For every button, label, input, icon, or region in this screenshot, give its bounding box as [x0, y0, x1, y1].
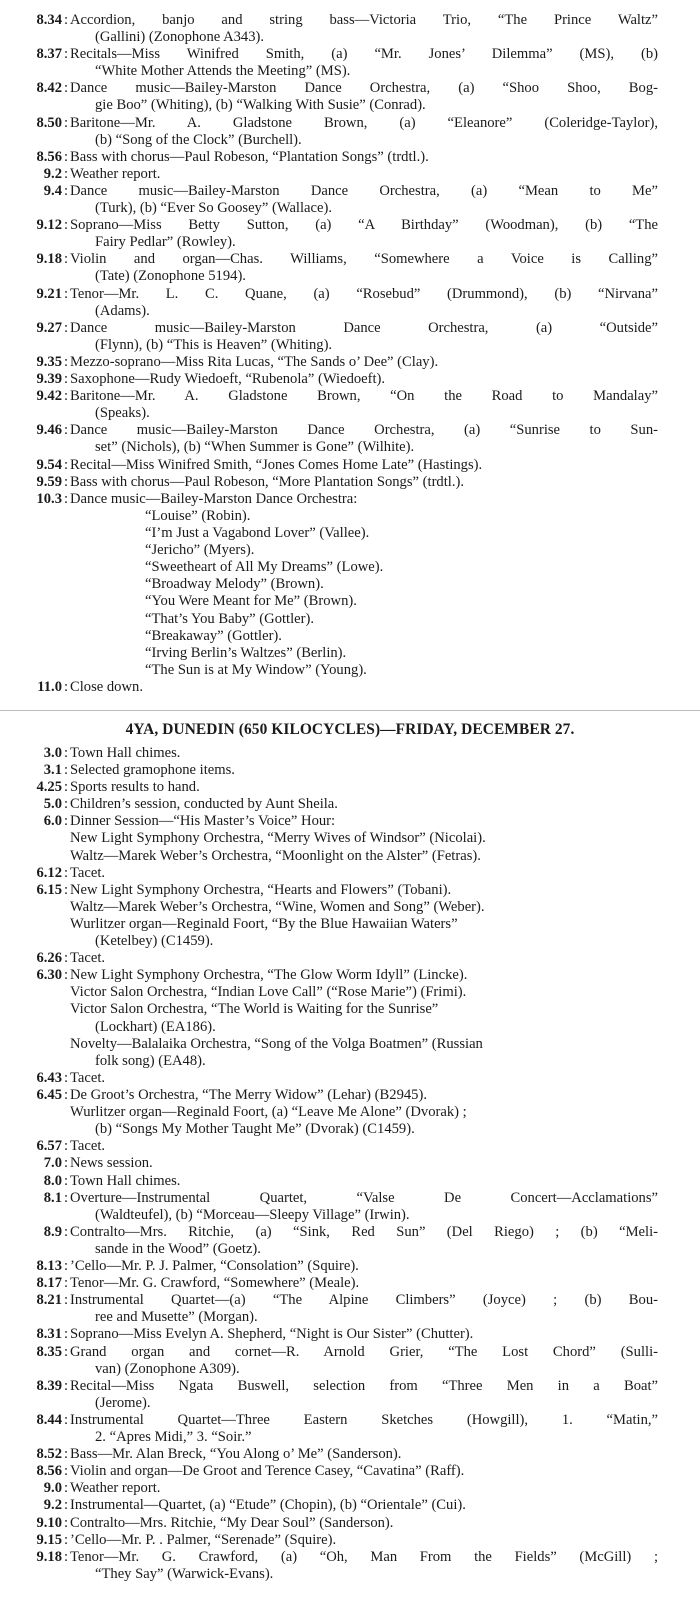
- entry-time: 9.59: [36, 473, 62, 490]
- entry-time: 8.56: [36, 1463, 62, 1480]
- time-separator: :: [63, 678, 69, 695]
- entry-text: [70, 882, 658, 950]
- entry-text: [70, 166, 658, 183]
- time-separator: :: [63, 1548, 69, 1565]
- time-separator: :: [63, 285, 69, 302]
- entry-text: [70, 1258, 658, 1275]
- time-separator: :: [63, 1223, 69, 1240]
- entry-time: 9.21: [36, 285, 62, 302]
- entry-text: [70, 950, 658, 967]
- entry-time: 9.35: [36, 354, 62, 370]
- entry-time: 9.54: [36, 456, 62, 473]
- dance-list-item: “Sweetheart of All My Dreams” (Lowe).: [145, 559, 384, 576]
- entry-line: New Light Symphony Orchestra, “The Glow Worm Idyll” (Lincke).: [70, 967, 468, 984]
- entry-text: [70, 1224, 658, 1258]
- entry-text: [70, 745, 658, 762]
- entry-time: 8.44: [36, 1411, 62, 1428]
- time-separator: :: [63, 217, 69, 234]
- entry-line: Dance music—Bailey-Marston Dance Orchestra:: [70, 490, 358, 507]
- entry-line: ree and Musette” (Morgan).: [95, 1309, 258, 1326]
- time-separator: :: [63, 1189, 69, 1206]
- entry-line: “White Mother Attends the Meeting” (MS).: [95, 63, 351, 80]
- entry-time: 8.21: [36, 1292, 62, 1309]
- entry-text: [70, 796, 658, 813]
- entry-text: [70, 12, 658, 46]
- entry-line: (Jerome).: [95, 1394, 151, 1411]
- entry-time: 6.57: [36, 1138, 62, 1155]
- time-separator: :: [63, 251, 69, 268]
- entry-line: Recital—Miss Ngata Buswell, selection from “Three Men in a Boat”: [70, 1377, 658, 1394]
- entry-line: Saxophone—Rudy Wiedoeft, “Rubenola” (Wiedoeft).: [70, 371, 386, 388]
- entry-line: (Tate) (Zonophone 5194).: [95, 268, 246, 285]
- entry-time: 3.0: [43, 745, 62, 761]
- entry-text: [70, 1070, 658, 1087]
- entry-text: [70, 1412, 658, 1446]
- time-separator: :: [63, 813, 69, 830]
- entry-line: Instrumental—Quartet, (a) “Etude” (Chopin), (b) “Orientale” (Cui).: [70, 1497, 466, 1514]
- entry-line: Violin and organ—Chas. Williams, “Somewhere a Voice is Calling”: [70, 251, 658, 268]
- entry-text: [70, 1087, 658, 1138]
- entry-time: 6.45: [36, 1087, 62, 1103]
- entry-line: Dinner Session—“His Master’s Voice” Hour:: [70, 813, 336, 830]
- time-separator: :: [63, 422, 69, 439]
- entry-text: [70, 149, 658, 166]
- entry-line: 2. “Apres Midi,” 3. “Soir.”: [95, 1428, 252, 1445]
- time-separator: :: [63, 1514, 69, 1531]
- entry-line: Overture—Instrumental Quartet, “Valse De Concert—Acclamations”: [70, 1189, 658, 1206]
- entry-text: [70, 1515, 658, 1532]
- entry-text: [70, 354, 658, 371]
- entry-time: 6.26: [36, 950, 62, 967]
- entry-line: ’Cello—Mr. P. . Palmer, “Serenade” (Squire).: [70, 1531, 337, 1548]
- entry-time: 8.17: [36, 1275, 62, 1292]
- entry-text: [70, 388, 658, 422]
- entry-line: Tacet.: [70, 950, 106, 967]
- entry-line: Sports results to hand.: [70, 779, 200, 796]
- entry-text: [70, 1138, 658, 1155]
- entry-line: Dance music—Bailey-Marston Dance Orchestra, (a) “Sunrise to Sun-: [70, 422, 658, 439]
- entry-line: set” (Nichols), (b) “When Summer is Gone” (Wilhite).: [95, 439, 415, 456]
- entry-text: [70, 320, 658, 354]
- entry-line: gie Boo” (Whiting), (b) “Walking With Susie” (Conrad).: [95, 97, 426, 114]
- entry-time: 8.35: [36, 1343, 62, 1360]
- entry-time: 9.4: [43, 183, 62, 199]
- time-separator: :: [63, 183, 69, 199]
- time-separator: :: [63, 1480, 69, 1497]
- station-heading: 4YA, DUNEDIN (650 KILOCYCLES)—FRIDAY, DECEMBER 27.: [125, 721, 575, 738]
- dance-list-item: “That’s You Baby” (Gottler).: [145, 610, 315, 627]
- entry-text: [70, 457, 658, 474]
- entry-text: [70, 1190, 658, 1224]
- entry-text: [70, 1532, 658, 1549]
- entry-text: [70, 251, 658, 285]
- entry-line: New Light Symphony Orchestra, “Merry Wives of Windsor” (Nicolai).: [70, 830, 486, 847]
- entry-text: [70, 1463, 658, 1480]
- entry-line: Grand organ and cornet—R. Arnold Grier, “The Lost Chord” (Sulli-: [70, 1343, 658, 1360]
- entry-text: [70, 422, 658, 456]
- entry-line: Tenor—Mr. G. Crawford, (a) “Oh, Man From the Fields” (McGill) ;: [70, 1548, 658, 1565]
- entry-text: [70, 183, 658, 217]
- entry-time: 6.30: [36, 967, 62, 984]
- entry-line: Dance music—Bailey-Marston Dance Orchestra, (a) “Mean to Me”: [70, 183, 658, 199]
- entry-time: 6.43: [36, 1069, 62, 1086]
- entry-time: 8.1: [43, 1189, 62, 1206]
- entry-line: Dance music—Bailey-Marston Dance Orchestra, (a) “Shoo Shoo, Bog-: [70, 80, 658, 97]
- entry-text: [70, 371, 658, 388]
- entry-text: [70, 1155, 658, 1172]
- time-separator: :: [63, 473, 69, 490]
- time-separator: :: [63, 12, 69, 28]
- entry-text: [70, 491, 658, 508]
- time-separator: :: [63, 1343, 69, 1360]
- entry-time: 9.2: [43, 1497, 62, 1514]
- entry-time: 9.46: [36, 422, 62, 439]
- entry-time: 11.0: [37, 678, 62, 695]
- entry-line: Tacet.: [70, 1069, 106, 1086]
- entry-text: [70, 1378, 658, 1412]
- entry-line: Bass with chorus—Paul Robeson, “More Plantation Songs” (trdtl.).: [70, 473, 464, 490]
- entry-line: Accordion, banjo and string bass—Victoria Trio, “The Prince Waltz”: [70, 12, 658, 28]
- time-separator: :: [63, 1172, 69, 1189]
- entry-text: [70, 115, 658, 149]
- entry-time: 5.0: [43, 796, 62, 813]
- time-separator: :: [63, 1377, 69, 1394]
- entry-time: 8.52: [36, 1446, 62, 1463]
- entry-time: 9.18: [36, 1548, 62, 1565]
- entry-time: 8.31: [36, 1326, 62, 1343]
- time-separator: :: [63, 388, 69, 405]
- entry-time: 9.42: [36, 388, 62, 405]
- entry-time: 9.10: [36, 1514, 62, 1531]
- entry-line: Victor Salon Orchestra, “The World is Waiting for the Sunrise”: [70, 1001, 439, 1018]
- entry-line: Instrumental Quartet—(a) “The Alpine Climbers” (Joyce) ; (b) Bou-: [70, 1292, 658, 1309]
- entry-time: 7.0: [43, 1155, 62, 1172]
- time-separator: :: [63, 1292, 69, 1309]
- time-separator: :: [63, 1069, 69, 1086]
- entry-line: Baritone—Mr. A. Gladstone Brown, “On the Road to Mandalay”: [70, 388, 658, 405]
- time-separator: :: [63, 80, 69, 97]
- entry-line: Waltz—Marek Weber’s Orchestra, “Wine, Women and Song” (Weber).: [70, 898, 485, 915]
- entry-line: (Turk), (b) “Ever So Goosey” (Wallace).: [95, 200, 332, 217]
- time-separator: :: [63, 114, 69, 131]
- entry-line: Wurlitzer organ—Reginald Foort, (a) “Leave Me Alone” (Dvorak) ;: [70, 1104, 467, 1121]
- entry-time: 4.25: [36, 779, 62, 796]
- time-separator: :: [63, 950, 69, 967]
- entry-line: Soprano—Miss Evelyn A. Shepherd, “Night is Our Sister” (Chutter).: [70, 1326, 474, 1343]
- entry-time: 6.0: [43, 813, 62, 830]
- time-separator: :: [63, 1326, 69, 1343]
- entry-line: Close down.: [70, 678, 143, 695]
- entry-line: Tacet.: [70, 864, 106, 881]
- time-separator: :: [63, 881, 69, 898]
- entry-line: Mezzo-soprano—Miss Rita Lucas, “The Sands o’ Dee” (Clay).: [70, 354, 439, 370]
- time-separator: :: [63, 1411, 69, 1428]
- entry-text: [70, 46, 658, 80]
- entry-line: (Gallini) (Zonophone A343).: [95, 29, 265, 46]
- entry-time: 10.3: [36, 490, 62, 507]
- time-separator: :: [63, 1463, 69, 1480]
- dance-list-item: “Breakaway” (Gottler).: [145, 627, 282, 644]
- entry-line: (b) “Song of the Clock” (Burchell).: [95, 131, 302, 148]
- entry-text: [70, 1446, 658, 1463]
- entry-line: Tenor—Mr. L. C. Quane, (a) “Rosebud” (Drummond), (b) “Nirvana”: [70, 285, 658, 302]
- entry-text: [70, 813, 658, 864]
- entry-line: Violin and organ—De Groot and Terence Casey, “Cavatina” (Raff).: [70, 1463, 465, 1480]
- entry-line: (Flynn), (b) “This is Heaven” (Whiting).: [95, 336, 333, 353]
- entry-line: (Speaks).: [95, 405, 150, 422]
- entry-time: 8.42: [36, 80, 62, 97]
- time-separator: :: [63, 1258, 69, 1274]
- time-separator: :: [63, 745, 69, 761]
- time-separator: :: [63, 779, 69, 796]
- entry-time: 8.13: [36, 1258, 62, 1274]
- time-separator: :: [63, 1138, 69, 1155]
- entry-line: Selected gramophone items.: [70, 762, 235, 779]
- time-separator: :: [63, 371, 69, 388]
- entry-line: Novelty—Balalaika Orchestra, “Song of the Volga Boatmen” (Russian: [70, 1035, 483, 1052]
- time-separator: :: [63, 1497, 69, 1514]
- entry-time: 8.34: [36, 12, 62, 28]
- entry-text: [70, 1292, 658, 1326]
- entry-line: Town Hall chimes.: [70, 745, 181, 761]
- entry-line: ’Cello—Mr. P. J. Palmer, “Consolation” (Squire).: [70, 1258, 359, 1274]
- time-separator: :: [63, 456, 69, 473]
- entry-text: [70, 1275, 658, 1292]
- entry-line: Fairy Pedlar” (Rowley).: [95, 234, 236, 251]
- entry-line: Children’s session, conducted by Aunt Sheila.: [70, 796, 338, 813]
- time-separator: :: [63, 148, 69, 165]
- entry-line: Tacet.: [70, 1138, 106, 1155]
- entry-line: (Ketelbey) (C1459).: [95, 933, 214, 950]
- dance-list-item: “I’m Just a Vagabond Lover” (Vallee).: [145, 525, 370, 541]
- entry-line: sande in the Wood” (Goetz).: [95, 1240, 261, 1257]
- entry-time: 6.15: [36, 881, 62, 898]
- entry-time: 9.18: [36, 251, 62, 268]
- entry-time: 9.27: [36, 319, 62, 336]
- entry-text: [70, 474, 658, 491]
- entry-text: [70, 217, 658, 251]
- dance-list-item: “The Sun is at My Window” (Young).: [145, 661, 367, 678]
- entry-line: Victor Salon Orchestra, “Indian Love Call” (“Rose Marie”) (Frimi).: [70, 984, 467, 1001]
- entry-line: Soprano—Miss Betty Sutton, (a) “A Birthday” (Woodman), (b) “The: [70, 217, 658, 234]
- entry-time: 8.50: [36, 114, 62, 131]
- time-separator: :: [63, 864, 69, 881]
- entry-time: 8.39: [36, 1377, 62, 1394]
- entry-text: [70, 1326, 658, 1343]
- entry-line: Waltz—Marek Weber’s Orchestra, “Moonlight on the Alster” (Fetras).: [70, 847, 481, 864]
- entry-text: [70, 1480, 658, 1497]
- entry-line: Town Hall chimes.: [70, 1172, 181, 1189]
- entry-line: Bass—Mr. Alan Breck, “You Along o’ Me” (Sanderson).: [70, 1446, 402, 1463]
- dance-list-item: “Irving Berlin’s Waltzes” (Berlin).: [145, 644, 347, 661]
- entry-line: (Lockhart) (EA186).: [95, 1018, 216, 1035]
- entry-time: 9.0: [43, 1480, 62, 1497]
- time-separator: :: [63, 1446, 69, 1463]
- entry-text: [70, 1497, 658, 1514]
- dance-list-item: “Louise” (Robin).: [145, 507, 251, 524]
- entry-time: 6.12: [36, 864, 62, 881]
- entry-line: New Light Symphony Orchestra, “Hearts and Flowers” (Tobani).: [70, 881, 452, 898]
- time-separator: :: [63, 1531, 69, 1548]
- entry-text: [70, 286, 658, 320]
- entry-time: 8.37: [36, 46, 62, 63]
- dance-list-item: “You Were Meant for Me” (Brown).: [145, 593, 357, 610]
- time-separator: :: [63, 796, 69, 813]
- dance-list-item: “Broadway Melody” (Brown).: [145, 576, 324, 593]
- time-separator: :: [63, 762, 69, 779]
- entry-time: 8.9: [43, 1223, 62, 1240]
- section-divider: [0, 710, 700, 711]
- entry-line: Baritone—Mr. A. Gladstone Brown, (a) “Eleanore” (Coleridge-Taylor),: [70, 114, 658, 131]
- entry-line: Recitals—Miss Winifred Smith, (a) “Mr. Jones’ Dilemma” (MS), (b): [70, 46, 658, 63]
- entry-line: (Adams).: [95, 302, 150, 319]
- time-separator: :: [63, 1155, 69, 1172]
- entry-time: 9.39: [36, 371, 62, 388]
- time-separator: :: [63, 967, 69, 984]
- entry-line: News session.: [70, 1155, 153, 1172]
- entry-time: 9.2: [43, 165, 62, 182]
- time-separator: :: [63, 1087, 69, 1103]
- entry-text: [70, 762, 658, 779]
- entry-text: [70, 1549, 658, 1583]
- entry-text: [70, 967, 658, 1070]
- entry-line: Wurlitzer organ—Reginald Foort, “By the Blue Hawaiian Waters”: [70, 915, 458, 932]
- entry-line: De Groot’s Orchestra, “The Merry Widow” (Lehar) (B2945).: [70, 1087, 427, 1103]
- entry-line: Instrumental Quartet—Three Eastern Sketches (Howgill), 1. “Matin,”: [70, 1411, 658, 1428]
- entry-line: Weather report.: [70, 1480, 161, 1497]
- time-separator: :: [63, 354, 69, 370]
- entry-line: (Waldteufel), (b) “Morceau—Sleepy Village” (Irwin).: [95, 1206, 410, 1223]
- entry-line: Contralto—Mrs. Ritchie, (a) “Sink, Red Sun” (Del Riego) ; (b) “Meli-: [70, 1223, 658, 1240]
- entry-line: folk song) (EA48).: [95, 1052, 206, 1069]
- entry-line: van) (Zonophone A309).: [95, 1360, 240, 1377]
- entry-time: 8.56: [36, 148, 62, 165]
- entry-text: [70, 779, 658, 796]
- entry-text: [70, 865, 658, 882]
- entry-time: 3.1: [43, 762, 62, 779]
- entry-time: 9.12: [36, 217, 62, 234]
- entry-time: 9.15: [36, 1531, 62, 1548]
- time-separator: :: [63, 46, 69, 63]
- entry-line: Weather report.: [70, 165, 161, 182]
- entry-text: [70, 679, 658, 696]
- time-separator: :: [63, 1275, 69, 1292]
- entry-line: “They Say” (Warwick-Evans).: [95, 1565, 274, 1582]
- time-separator: :: [63, 319, 69, 336]
- time-separator: :: [63, 490, 69, 507]
- entry-line: Bass with chorus—Paul Robeson, “Plantation Songs” (trdtl.).: [70, 148, 429, 165]
- entry-text: [70, 1344, 658, 1378]
- entry-line: (b) “Songs My Mother Taught Me” (Dvorak) (C1459).: [95, 1121, 415, 1138]
- entry-time: 8.0: [43, 1172, 62, 1189]
- entry-text: [70, 1173, 658, 1190]
- dance-list-item: “Jericho” (Myers).: [145, 542, 255, 559]
- time-separator: :: [63, 165, 69, 182]
- entry-line: Contralto—Mrs. Ritchie, “My Dear Soul” (Sanderson).: [70, 1514, 394, 1531]
- entry-text: [70, 80, 658, 114]
- entry-line: Tenor—Mr. G. Crawford, “Somewhere” (Meale).: [70, 1275, 360, 1292]
- entry-line: Dance music—Bailey-Marston Dance Orchestra, (a) “Outside”: [70, 319, 658, 336]
- entry-line: Recital—Miss Winifred Smith, “Jones Comes Home Late” (Hastings).: [70, 456, 483, 473]
